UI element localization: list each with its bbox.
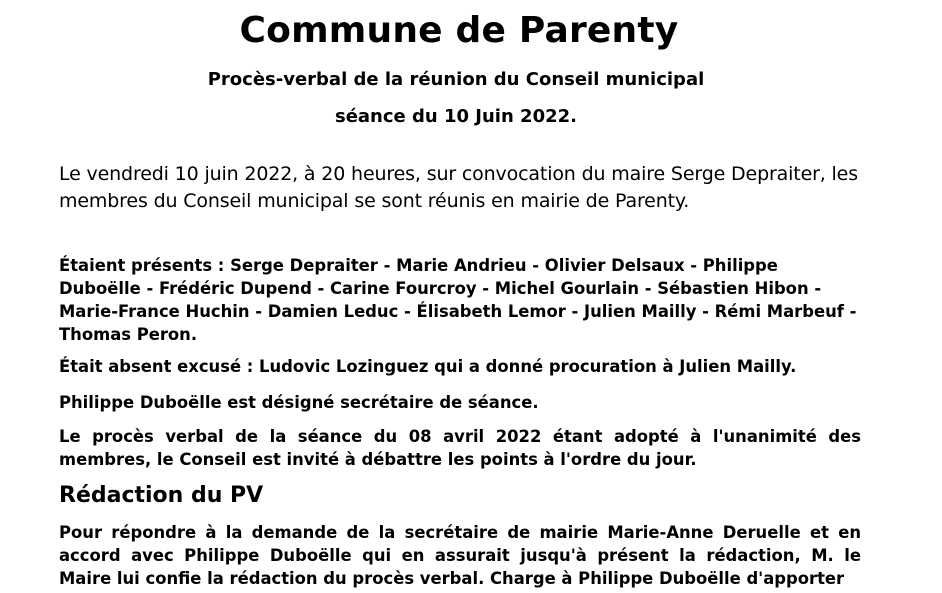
document-subtitle: Procès-verbal de la réunion du Conseil municipal [207, 69, 705, 90]
previous-minutes-paragraph: Le procès verbal de la séance du 08 avril 2022 étant adopté à l'unanimité des membres, le Conseil est invité à débattre les points à l'ordre du jour. [59, 427, 861, 469]
secretary-paragraph: Philippe Duboëlle est désigné secrétaire de séance. [59, 393, 539, 412]
section-heading: Rédaction du PV [59, 483, 264, 508]
attendees-paragraph: Étaient présents : Serge Depraiter - Marie Andrieu - Olivier Delsaux - Philippe Duboëlle - Frédéric Dupend - Carine Fourcroy - Michel Gourlain - Sébastien Hibon - Marie-France Huchin - Damien Leduc - Élisabeth Lemor - Julien Mailly - Rémi Marbeuf - Thomas Peron. [59, 256, 857, 344]
redaction-paragraph: Pour répondre à la demande de la secrétaire de mairie Marie-Anne Deruelle et en accord avec Philippe Duboëlle qui en assurait jusqu'à présent la rédaction, M. le Maire lui confie la rédaction du procès verbal. Charge à Philippe Duboëlle d'apporter [59, 523, 861, 588]
page-title: Commune de Parenty [239, 10, 679, 51]
absent-paragraph: Était absent excusé : Ludovic Lozinguez qui a donné procuration à Julien Mailly. [59, 357, 797, 376]
intro-paragraph: Le vendredi 10 juin 2022, à 20 heures, sur convocation du maire Serge Depraiter, les membres du Conseil municipal se sont réunis en mairie de Parenty. [59, 163, 858, 212]
session-date: séance du 10 Juin 2022. [334, 106, 577, 127]
